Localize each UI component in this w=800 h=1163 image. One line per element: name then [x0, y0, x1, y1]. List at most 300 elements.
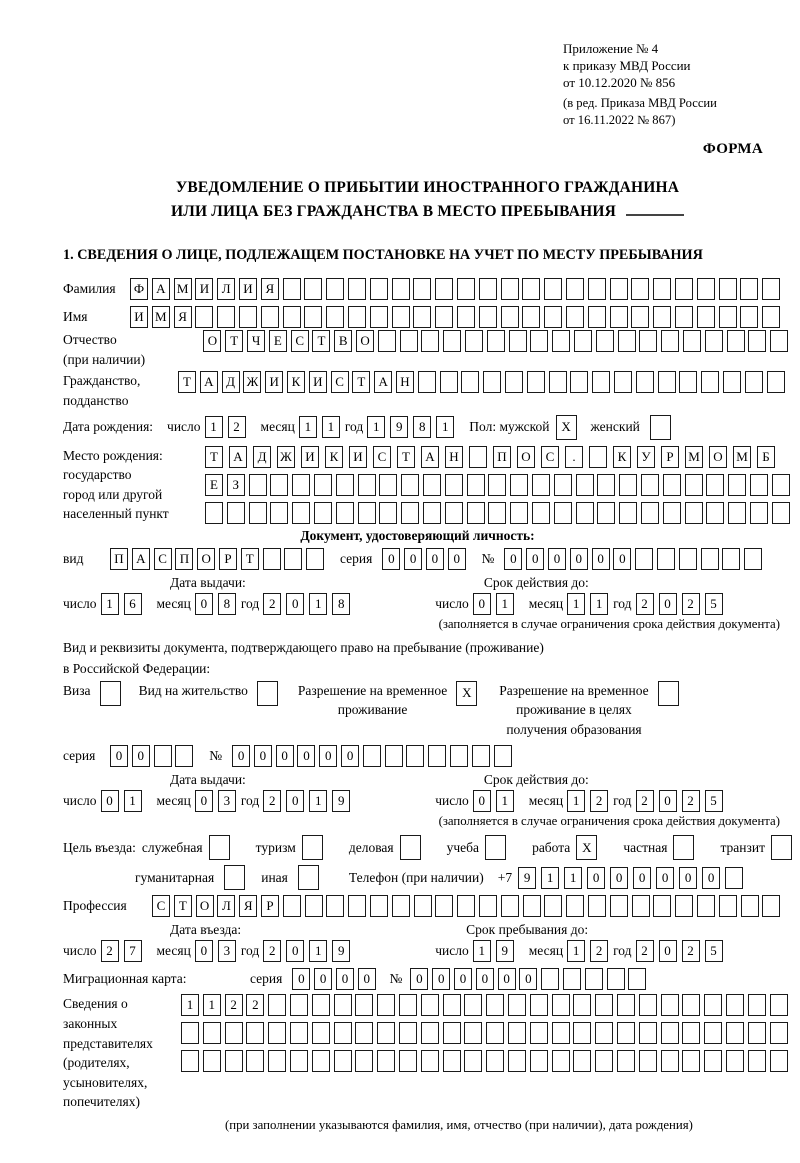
char-cell[interactable] — [772, 474, 790, 496]
char-cell[interactable] — [610, 306, 628, 328]
edu-residence-checkbox[interactable] — [658, 681, 679, 706]
char-cell[interactable] — [685, 502, 703, 524]
char-cell[interactable] — [554, 502, 572, 524]
char-cell[interactable] — [552, 1022, 570, 1044]
char-cell[interactable]: Т — [205, 446, 223, 468]
char-cell[interactable] — [631, 278, 649, 300]
char-cell[interactable]: 1 — [309, 940, 327, 962]
char-cell[interactable]: 1 — [205, 416, 223, 438]
char-cell[interactable] — [653, 895, 671, 917]
char-cell[interactable] — [488, 502, 506, 524]
char-cell[interactable] — [701, 371, 719, 393]
char-cell[interactable] — [641, 474, 659, 496]
char-cell[interactable]: 1 — [590, 593, 608, 615]
char-cell[interactable] — [631, 306, 649, 328]
char-cell[interactable]: 7 — [124, 940, 142, 962]
char-cell[interactable]: 1 — [496, 593, 514, 615]
char-cell[interactable]: 0 — [570, 548, 588, 570]
residence-issue-day-cells[interactable] — [101, 790, 147, 812]
char-cell[interactable]: 2 — [636, 790, 654, 812]
char-cell[interactable]: 0 — [319, 745, 337, 767]
char-cell[interactable]: О — [203, 330, 221, 352]
char-cell[interactable] — [399, 1050, 417, 1072]
char-cell[interactable] — [249, 502, 267, 524]
char-cell[interactable]: Т — [397, 446, 415, 468]
char-cell[interactable] — [195, 306, 213, 328]
issue-day-cells[interactable] — [101, 593, 147, 615]
gender-male-checkbox[interactable] — [556, 415, 577, 440]
char-cell[interactable] — [377, 1022, 395, 1044]
char-cell[interactable]: З — [227, 474, 245, 496]
char-cell[interactable] — [588, 895, 606, 917]
entry-month-cells[interactable] — [195, 940, 241, 962]
char-cell[interactable]: 0 — [526, 548, 544, 570]
char-cell[interactable]: Н — [396, 371, 414, 393]
char-cell[interactable] — [744, 548, 762, 570]
firstname-cells[interactable] — [130, 306, 784, 328]
char-cell[interactable]: 9 — [390, 416, 408, 438]
char-cell[interactable]: Д — [253, 446, 271, 468]
char-cell[interactable] — [508, 994, 526, 1016]
char-cell[interactable] — [348, 306, 366, 328]
char-cell[interactable] — [619, 474, 637, 496]
char-cell[interactable]: 9 — [518, 867, 536, 889]
char-cell[interactable]: М — [733, 446, 751, 468]
char-cell[interactable] — [748, 330, 766, 352]
char-cell[interactable] — [400, 835, 421, 860]
purpose-checkbox[interactable] — [771, 835, 792, 860]
char-cell[interactable] — [298, 865, 319, 890]
char-cell[interactable] — [292, 502, 310, 524]
char-cell[interactable] — [464, 994, 482, 1016]
char-cell[interactable] — [588, 278, 606, 300]
char-cell[interactable] — [392, 278, 410, 300]
char-cell[interactable]: Т — [241, 548, 259, 570]
char-cell[interactable] — [225, 1022, 243, 1044]
char-cell[interactable] — [682, 994, 700, 1016]
char-cell[interactable] — [770, 994, 788, 1016]
char-cell[interactable] — [304, 278, 322, 300]
char-cell[interactable] — [532, 502, 550, 524]
char-cell[interactable] — [290, 1050, 308, 1072]
char-cell[interactable]: Т — [352, 371, 370, 393]
char-cell[interactable]: С — [154, 548, 172, 570]
char-cell[interactable] — [661, 330, 679, 352]
char-cell[interactable] — [552, 1050, 570, 1072]
char-cell[interactable]: 8 — [218, 593, 236, 615]
char-cell[interactable] — [632, 895, 650, 917]
char-cell[interactable] — [435, 895, 453, 917]
char-cell[interactable] — [377, 994, 395, 1016]
char-cell[interactable] — [675, 278, 693, 300]
char-cell[interactable]: Е — [205, 474, 223, 496]
char-cell[interactable]: Л — [217, 278, 235, 300]
char-cell[interactable] — [421, 1022, 439, 1044]
char-cell[interactable]: 9 — [332, 940, 350, 962]
char-cell[interactable]: И — [130, 306, 148, 328]
char-cell[interactable]: О — [517, 446, 535, 468]
char-cell[interactable] — [306, 548, 324, 570]
char-cell[interactable]: 1 — [367, 416, 385, 438]
char-cell[interactable] — [483, 371, 501, 393]
char-cell[interactable]: 0 — [232, 745, 250, 767]
char-cell[interactable]: К — [325, 446, 343, 468]
char-cell[interactable] — [435, 278, 453, 300]
char-cell[interactable] — [334, 994, 352, 1016]
char-cell[interactable] — [181, 1022, 199, 1044]
other-purpose-checkbox[interactable] — [298, 865, 319, 890]
char-cell[interactable] — [385, 745, 403, 767]
char-cell[interactable] — [312, 994, 330, 1016]
char-cell[interactable] — [705, 330, 723, 352]
char-cell[interactable]: 0 — [473, 593, 491, 615]
char-cell[interactable]: 1 — [496, 790, 514, 812]
char-cell[interactable] — [554, 474, 572, 496]
char-cell[interactable] — [701, 548, 719, 570]
birth-year-cells[interactable] — [367, 416, 459, 438]
char-cell[interactable] — [762, 278, 780, 300]
char-cell[interactable] — [635, 548, 653, 570]
char-cell[interactable]: 1 — [322, 416, 340, 438]
char-cell[interactable] — [378, 330, 396, 352]
char-cell[interactable] — [657, 548, 675, 570]
char-cell[interactable]: Ф — [130, 278, 148, 300]
char-cell[interactable] — [485, 835, 506, 860]
char-cell[interactable]: 1 — [309, 593, 327, 615]
char-cell[interactable]: 0 — [519, 968, 537, 990]
char-cell[interactable]: 0 — [426, 548, 444, 570]
surname-cells[interactable] — [130, 278, 784, 300]
char-cell[interactable]: 3 — [218, 940, 236, 962]
char-cell[interactable]: 6 — [124, 593, 142, 615]
char-cell[interactable]: 2 — [590, 790, 608, 812]
char-cell[interactable]: 0 — [548, 548, 566, 570]
char-cell[interactable]: 9 — [332, 790, 350, 812]
char-cell[interactable]: 8 — [413, 416, 431, 438]
char-cell[interactable] — [661, 994, 679, 1016]
char-cell[interactable]: 0 — [195, 790, 213, 812]
purpose-checkbox[interactable] — [302, 835, 323, 860]
char-cell[interactable] — [464, 1022, 482, 1044]
char-cell[interactable] — [249, 474, 267, 496]
char-cell[interactable] — [595, 994, 613, 1016]
char-cell[interactable] — [552, 330, 570, 352]
char-cell[interactable] — [457, 895, 475, 917]
char-cell[interactable]: И — [301, 446, 319, 468]
char-cell[interactable]: 0 — [659, 940, 677, 962]
char-cell[interactable]: 1 — [124, 790, 142, 812]
char-cell[interactable]: 9 — [496, 940, 514, 962]
char-cell[interactable] — [392, 306, 410, 328]
char-cell[interactable]: А — [374, 371, 392, 393]
expiry-month-cells[interactable] — [567, 593, 613, 615]
char-cell[interactable]: 1 — [567, 940, 585, 962]
char-cell[interactable]: 0 — [633, 867, 651, 889]
char-cell[interactable]: 0 — [504, 548, 522, 570]
char-cell[interactable]: Ч — [247, 330, 265, 352]
char-cell[interactable] — [423, 502, 441, 524]
char-cell[interactable] — [704, 1022, 722, 1044]
representatives-cells-row3[interactable] — [181, 1050, 791, 1072]
char-cell[interactable] — [767, 371, 785, 393]
char-cell[interactable] — [457, 278, 475, 300]
char-cell[interactable] — [392, 895, 410, 917]
char-cell[interactable]: 1 — [309, 790, 327, 812]
char-cell[interactable] — [748, 1022, 766, 1044]
char-cell[interactable] — [203, 1022, 221, 1044]
char-cell[interactable] — [618, 330, 636, 352]
char-cell[interactable] — [479, 895, 497, 917]
char-cell[interactable]: 2 — [101, 940, 119, 962]
char-cell[interactable] — [461, 371, 479, 393]
char-cell[interactable] — [450, 745, 468, 767]
char-cell[interactable] — [270, 474, 288, 496]
char-cell[interactable]: Р — [219, 548, 237, 570]
char-cell[interactable]: 0 — [110, 745, 128, 767]
char-cell[interactable]: 5 — [705, 593, 723, 615]
char-cell[interactable]: С — [291, 330, 309, 352]
char-cell[interactable] — [304, 306, 322, 328]
char-cell[interactable]: 0 — [341, 745, 359, 767]
char-cell[interactable] — [704, 1050, 722, 1072]
char-cell[interactable]: М — [152, 306, 170, 328]
char-cell[interactable]: 0 — [473, 790, 491, 812]
char-cell[interactable] — [617, 1022, 635, 1044]
char-cell[interactable] — [532, 474, 550, 496]
char-cell[interactable]: А — [152, 278, 170, 300]
char-cell[interactable] — [209, 835, 230, 860]
char-cell[interactable] — [467, 474, 485, 496]
char-cell[interactable] — [336, 502, 354, 524]
char-cell[interactable] — [283, 278, 301, 300]
birth-month-cells[interactable] — [299, 416, 345, 438]
char-cell[interactable] — [421, 1050, 439, 1072]
char-cell[interactable]: 1 — [181, 994, 199, 1016]
char-cell[interactable] — [399, 994, 417, 1016]
char-cell[interactable]: 1 — [564, 867, 582, 889]
char-cell[interactable] — [770, 330, 788, 352]
residence-expiry-month-cells[interactable] — [567, 790, 613, 812]
char-cell[interactable] — [697, 306, 715, 328]
stay-month-cells[interactable] — [567, 940, 613, 962]
char-cell[interactable] — [726, 1022, 744, 1044]
char-cell[interactable] — [217, 306, 235, 328]
char-cell[interactable] — [530, 330, 548, 352]
char-cell[interactable] — [358, 502, 376, 524]
representatives-cells-row1[interactable] — [181, 994, 791, 1016]
char-cell[interactable] — [268, 994, 286, 1016]
char-cell[interactable]: 1 — [473, 940, 491, 962]
char-cell[interactable]: 0 — [195, 593, 213, 615]
char-cell[interactable] — [650, 415, 671, 440]
char-cell[interactable]: 2 — [228, 416, 246, 438]
char-cell[interactable]: К — [287, 371, 305, 393]
residence-number-cells[interactable] — [232, 745, 515, 767]
char-cell[interactable] — [530, 1050, 548, 1072]
char-cell[interactable]: 0 — [101, 790, 119, 812]
char-cell[interactable]: X — [576, 835, 597, 860]
char-cell[interactable] — [566, 306, 584, 328]
char-cell[interactable] — [355, 994, 373, 1016]
birthplace-cells-row1[interactable] — [205, 446, 794, 468]
char-cell[interactable] — [741, 895, 759, 917]
char-cell[interactable]: 2 — [682, 593, 700, 615]
char-cell[interactable] — [445, 502, 463, 524]
char-cell[interactable] — [505, 371, 523, 393]
char-cell[interactable] — [617, 994, 635, 1016]
char-cell[interactable]: В — [334, 330, 352, 352]
char-cell[interactable] — [263, 548, 281, 570]
char-cell[interactable] — [639, 1022, 657, 1044]
char-cell[interactable] — [377, 1050, 395, 1072]
char-cell[interactable] — [457, 306, 475, 328]
char-cell[interactable] — [727, 330, 745, 352]
char-cell[interactable] — [370, 895, 388, 917]
humanitarian-checkbox[interactable] — [224, 865, 245, 890]
char-cell[interactable]: 0 — [659, 593, 677, 615]
patronymic-cells[interactable] — [203, 330, 792, 352]
char-cell[interactable] — [679, 548, 697, 570]
char-cell[interactable] — [723, 371, 741, 393]
entry-year-cells[interactable] — [263, 940, 355, 962]
char-cell[interactable]: 3 — [218, 790, 236, 812]
char-cell[interactable] — [479, 278, 497, 300]
char-cell[interactable] — [334, 1022, 352, 1044]
char-cell[interactable] — [486, 1050, 504, 1072]
char-cell[interactable] — [574, 330, 592, 352]
char-cell[interactable] — [406, 745, 424, 767]
char-cell[interactable]: 2 — [246, 994, 264, 1016]
char-cell[interactable] — [413, 278, 431, 300]
char-cell[interactable]: 2 — [590, 940, 608, 962]
char-cell[interactable] — [401, 474, 419, 496]
char-cell[interactable] — [501, 306, 519, 328]
char-cell[interactable] — [472, 745, 490, 767]
char-cell[interactable]: 0 — [454, 968, 472, 990]
profession-cells[interactable] — [152, 895, 784, 917]
char-cell[interactable] — [423, 474, 441, 496]
char-cell[interactable] — [772, 502, 790, 524]
char-cell[interactable]: 8 — [332, 593, 350, 615]
purpose-checkbox[interactable] — [400, 835, 421, 860]
char-cell[interactable] — [771, 835, 792, 860]
issue-month-cells[interactable] — [195, 593, 241, 615]
char-cell[interactable] — [261, 306, 279, 328]
char-cell[interactable] — [530, 1022, 548, 1044]
char-cell[interactable] — [748, 1050, 766, 1072]
char-cell[interactable] — [508, 1050, 526, 1072]
char-cell[interactable]: У — [637, 446, 655, 468]
char-cell[interactable] — [401, 502, 419, 524]
birthplace-cells-row2[interactable] — [205, 474, 794, 496]
char-cell[interactable] — [619, 502, 637, 524]
char-cell[interactable] — [370, 306, 388, 328]
char-cell[interactable] — [305, 895, 323, 917]
char-cell[interactable] — [246, 1050, 264, 1072]
char-cell[interactable] — [400, 330, 418, 352]
char-cell[interactable] — [440, 371, 458, 393]
char-cell[interactable]: 0 — [297, 745, 315, 767]
char-cell[interactable] — [750, 502, 768, 524]
char-cell[interactable] — [348, 895, 366, 917]
char-cell[interactable] — [435, 306, 453, 328]
char-cell[interactable]: О — [709, 446, 727, 468]
char-cell[interactable] — [726, 994, 744, 1016]
char-cell[interactable]: 2 — [263, 940, 281, 962]
char-cell[interactable] — [675, 895, 693, 917]
char-cell[interactable] — [334, 1050, 352, 1072]
char-cell[interactable]: К — [613, 446, 631, 468]
char-cell[interactable] — [573, 1050, 591, 1072]
char-cell[interactable] — [597, 474, 615, 496]
char-cell[interactable]: О — [196, 895, 214, 917]
char-cell[interactable]: 0 — [592, 548, 610, 570]
entry-day-cells[interactable] — [101, 940, 147, 962]
char-cell[interactable] — [284, 548, 302, 570]
char-cell[interactable]: 0 — [276, 745, 294, 767]
char-cell[interactable] — [576, 502, 594, 524]
char-cell[interactable] — [541, 968, 559, 990]
char-cell[interactable] — [314, 502, 332, 524]
char-cell[interactable] — [379, 502, 397, 524]
char-cell[interactable]: 0 — [448, 548, 466, 570]
char-cell[interactable] — [203, 1050, 221, 1072]
char-cell[interactable] — [336, 474, 354, 496]
char-cell[interactable] — [283, 306, 301, 328]
char-cell[interactable] — [585, 968, 603, 990]
char-cell[interactable]: Т — [312, 330, 330, 352]
char-cell[interactable] — [530, 994, 548, 1016]
expiry-year-cells[interactable] — [636, 593, 728, 615]
char-cell[interactable] — [706, 474, 724, 496]
residence-issue-month-cells[interactable] — [195, 790, 241, 812]
char-cell[interactable] — [467, 502, 485, 524]
char-cell[interactable]: 0 — [587, 867, 605, 889]
char-cell[interactable]: М — [174, 278, 192, 300]
char-cell[interactable] — [728, 502, 746, 524]
char-cell[interactable] — [566, 278, 584, 300]
char-cell[interactable]: 0 — [286, 790, 304, 812]
char-cell[interactable] — [239, 306, 257, 328]
char-cell[interactable] — [523, 895, 541, 917]
char-cell[interactable] — [465, 330, 483, 352]
char-cell[interactable] — [358, 474, 376, 496]
char-cell[interactable] — [725, 867, 743, 889]
char-cell[interactable]: Б — [757, 446, 775, 468]
char-cell[interactable] — [224, 865, 245, 890]
char-cell[interactable]: 0 — [195, 940, 213, 962]
char-cell[interactable] — [154, 745, 172, 767]
char-cell[interactable]: 0 — [286, 593, 304, 615]
char-cell[interactable] — [175, 745, 193, 767]
char-cell[interactable]: Т — [225, 330, 243, 352]
char-cell[interactable] — [595, 1050, 613, 1072]
char-cell[interactable] — [379, 474, 397, 496]
char-cell[interactable] — [302, 835, 323, 860]
char-cell[interactable] — [501, 895, 519, 917]
char-cell[interactable]: И — [309, 371, 327, 393]
residence-expiry-day-cells[interactable] — [473, 790, 519, 812]
char-cell[interactable]: 0 — [476, 968, 494, 990]
char-cell[interactable]: Ж — [243, 371, 261, 393]
char-cell[interactable] — [469, 446, 487, 468]
char-cell[interactable]: Я — [239, 895, 257, 917]
char-cell[interactable] — [326, 306, 344, 328]
char-cell[interactable] — [355, 1050, 373, 1072]
char-cell[interactable] — [592, 371, 610, 393]
char-cell[interactable]: Т — [174, 895, 192, 917]
char-cell[interactable]: Ж — [277, 446, 295, 468]
